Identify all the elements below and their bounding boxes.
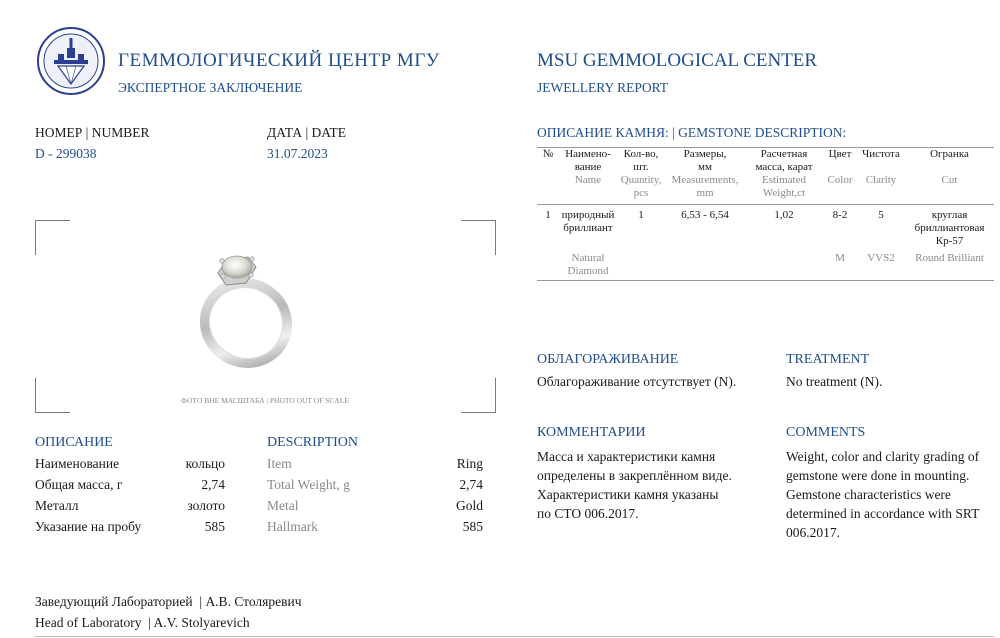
treatment-text-ru: Облагораживание отсутствует (N).: [537, 374, 737, 389]
comment-line-en: determined in accordance with SRT: [786, 506, 980, 521]
col-clarity-en: Clarity: [857, 174, 905, 205]
desc-value-ru: 585: [204, 519, 225, 534]
desc-value-ru: 2,74: [201, 477, 225, 492]
table-row: [537, 205, 994, 249]
col-cut: Огранка: [930, 148, 969, 160]
comment-line-ru: по СТО 006.2017.: [537, 506, 639, 521]
date-value: 31.07.2023: [267, 146, 328, 161]
photo-frame-corner-tl: [35, 220, 70, 255]
desc-value-en: 585: [462, 519, 483, 534]
desc-label-en: Total Weight, g: [267, 477, 350, 492]
comment-line-en: 006.2017.: [786, 525, 840, 540]
col-color-en: Color: [823, 174, 857, 205]
gemstone-heading: ОПИСАНИЕ КАМНЯ: | GEMSTONE DESCRIPTION:: [537, 125, 847, 140]
header-subtitle-ru: ЭКСПЕРТНОЕ ЗАКЛЮЧЕНИЕ: [118, 80, 303, 95]
col-qty-en: Quantity, pcs: [617, 174, 665, 205]
number-value: D - 299038: [35, 146, 97, 161]
description-heading-ru: ОПИСАНИЕ: [35, 435, 113, 450]
cell-color-en: M: [823, 248, 857, 281]
comment-line-ru: Масса и характеристики камня: [537, 449, 716, 464]
desc-label-ru: Наименование: [35, 456, 120, 471]
header-title-en: MSU GEMMOLOGICAL CENTER: [537, 50, 818, 71]
footer-signature-ru: Заведующий Лабораторией | А.В. Столяревич: [35, 594, 302, 609]
cell-weight: 1,02: [774, 209, 794, 221]
photo-frame-corner-tr: [461, 220, 496, 255]
gemstone-header-ru: [537, 148, 994, 174]
col-name-en: Name: [559, 174, 617, 205]
comment-line-ru: определены в закреплённом виде.: [537, 468, 732, 483]
cell-cut: круглая бриллиантовая Кр-57: [914, 209, 985, 247]
comments-heading-ru: КОММЕНТАРИИ: [537, 425, 646, 440]
col-cut-en: Cut: [905, 174, 994, 205]
treatment-text-en: No treatment (N).: [786, 374, 883, 389]
gemstone-header-en: [537, 174, 994, 205]
cell-name: природный бриллиант: [561, 209, 615, 234]
cell-size: 6,53 - 6,54: [681, 209, 729, 221]
cell-qty-en: [617, 248, 665, 281]
cell-name-en: Natural Diamond: [559, 248, 617, 281]
col-clarity: Чистота: [862, 148, 900, 160]
col-name: Наимено- вание: [565, 148, 611, 173]
gemstone-table: [537, 148, 994, 281]
desc-label-ru: Указание на пробу: [35, 519, 142, 534]
desc-value-en: Gold: [456, 498, 483, 513]
desc-label-en: Item: [267, 456, 292, 471]
photo-caption: ФОТО ВНЕ МАСШТАБА | PHOTO OUT OF SCALE: [181, 396, 349, 405]
treatment-heading-ru: ОБЛАГОРАЖИВАНИЕ: [537, 352, 679, 367]
comment-line-en: Gemstone characteristics were: [786, 487, 951, 502]
header-title-ru: ГЕММОЛОГИЧЕСКИЙ ЦЕНТР МГУ: [118, 50, 440, 71]
footer-signature-en: Head of Laboratory | A.V. Stolyarevich: [35, 615, 250, 630]
ring-photo: [190, 245, 300, 370]
comments-heading-en: COMMENTS: [786, 425, 866, 440]
col-color: Цвет: [828, 148, 852, 160]
desc-value-en: 2,74: [459, 477, 483, 492]
comment-line-en: Weight, color and clarity grading of: [786, 449, 980, 464]
desc-label-en: Hallmark: [267, 519, 318, 534]
comment-line-en: gemstone were done in mounting.: [786, 468, 970, 483]
msu-logo: [36, 26, 106, 96]
comment-line-ru: Характеристики камня указаны: [537, 487, 719, 502]
cell-clarity: 5: [878, 209, 884, 221]
cell-cut-en: Round Brilliant: [905, 248, 994, 281]
col-weight: Расчетная масса, карат: [755, 148, 813, 173]
cell-clarity-en: VVS2: [857, 248, 905, 281]
desc-label-ru: Металл: [35, 498, 79, 513]
footer-rule: [35, 636, 994, 637]
cell-color: 8-2: [832, 209, 848, 221]
cell-weight-en: [745, 248, 823, 281]
desc-value-en: Ring: [456, 456, 483, 471]
cell-size-en: [665, 248, 745, 281]
desc-label-en: Metal: [267, 498, 299, 513]
desc-value-ru: золото: [187, 498, 225, 513]
desc-label-ru: Общая масса, г: [35, 477, 123, 492]
col-size-en: Measurements, mm: [665, 174, 745, 205]
treatment-heading-en: TREATMENT: [786, 352, 870, 367]
number-label: НОМЕР | NUMBER: [35, 125, 150, 140]
col-weight-en: Estimated Weight,ct: [745, 174, 823, 205]
header-subtitle-en: JEWELLERY REPORT: [537, 80, 669, 95]
date-label: ДАТА | DATE: [267, 125, 347, 140]
description-heading-en: DESCRIPTION: [267, 435, 359, 450]
col-no: №: [542, 148, 554, 160]
comments-text-ru: [537, 447, 732, 523]
table-row: [537, 248, 994, 281]
cell-no-en: [537, 248, 559, 281]
cell-qty: 1: [638, 209, 644, 221]
col-size: Размеры, мм: [683, 148, 727, 173]
cell-no: 1: [545, 209, 551, 221]
comments-text-en: [786, 447, 979, 542]
desc-value-ru: кольцо: [185, 456, 225, 471]
col-qty: Кол-во, шт.: [623, 148, 659, 173]
col-no-en: [537, 174, 559, 205]
